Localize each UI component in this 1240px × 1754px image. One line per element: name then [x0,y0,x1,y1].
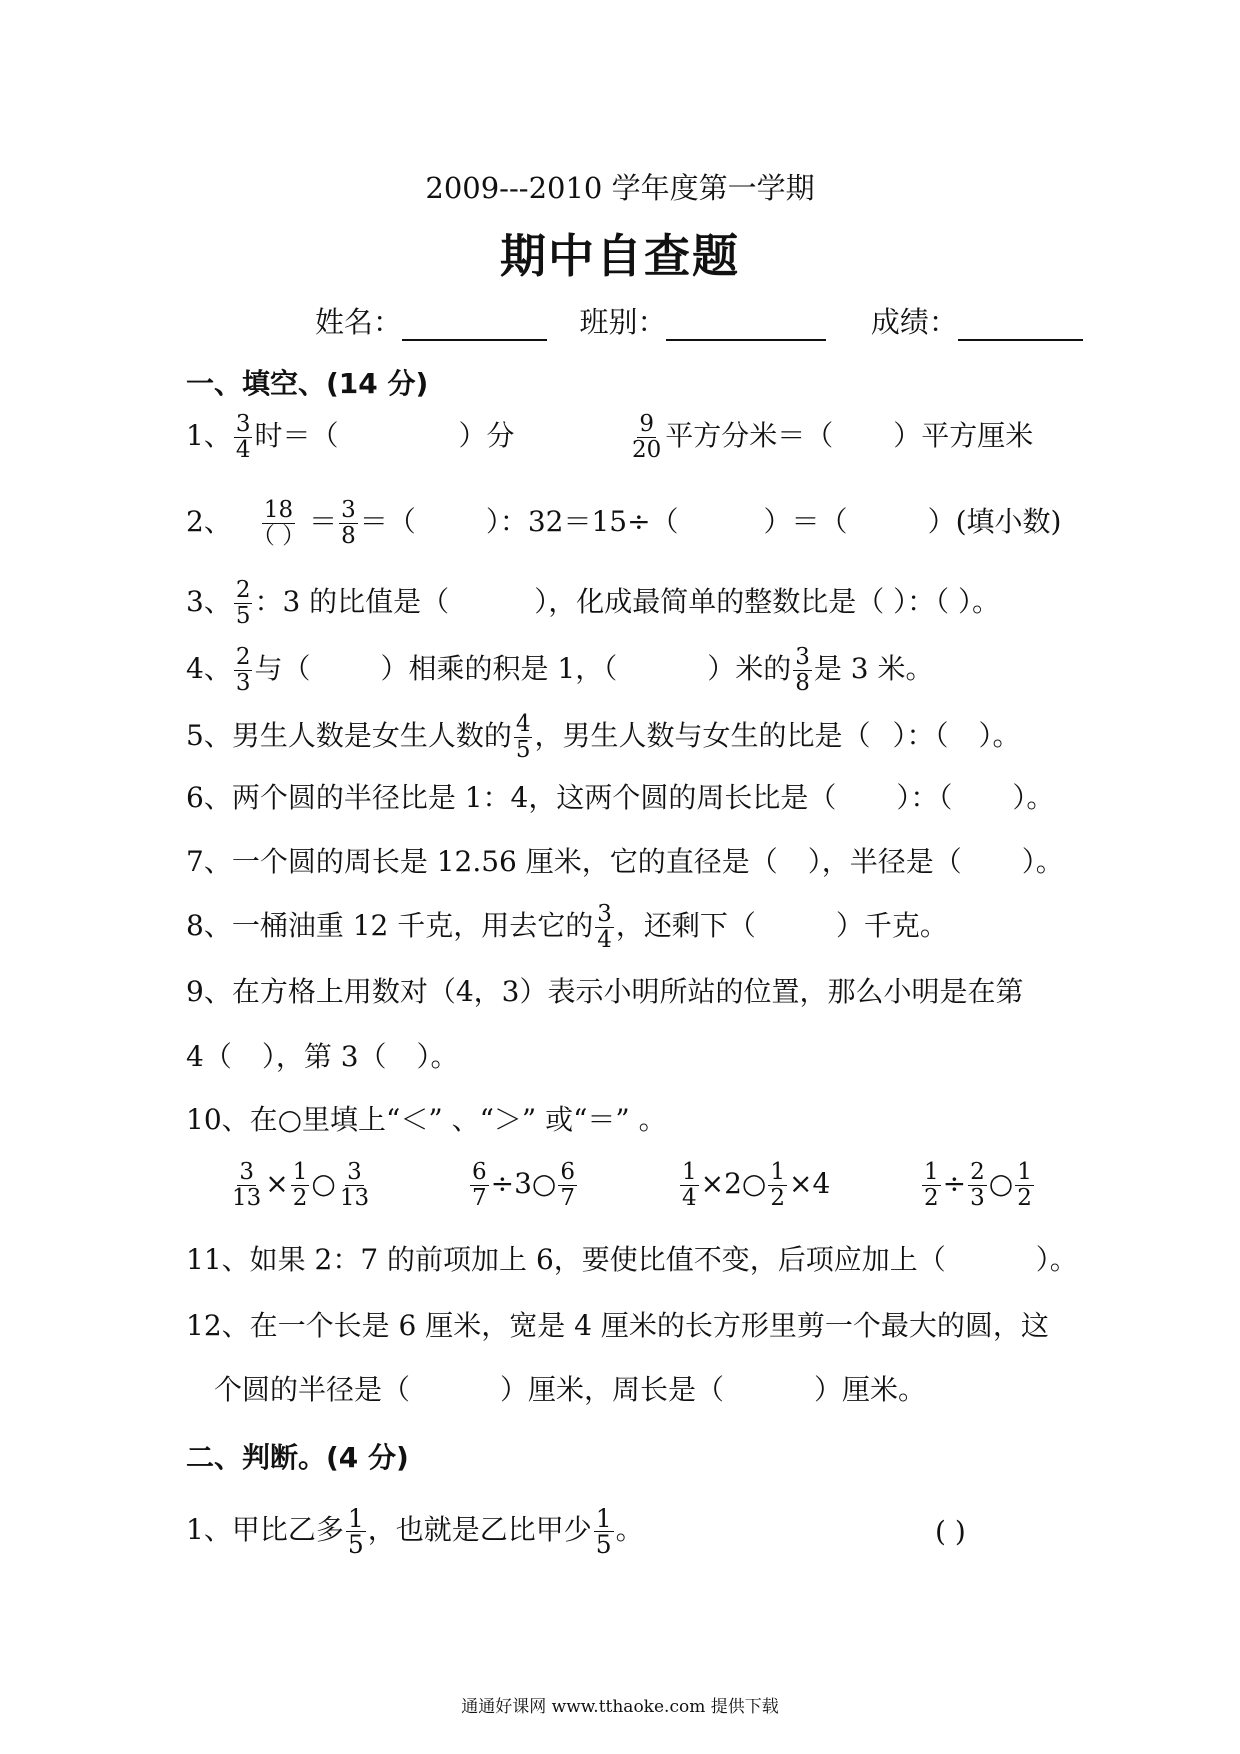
score-label: 成绩： [870,305,958,339]
fraction: $\frac{3}{8}$ [795,644,810,696]
compare-expr-4: $\frac{1}{2}$ ÷ $\frac{2}{3}$ ○ $\frac{1}{2}$ [924,1159,1032,1211]
section2-heading: 二、判断。(4 分) [186,1441,409,1474]
fraction: $\frac{3}{8}$ [341,497,356,549]
fraction: $\frac{1}{5}$ [347,1504,364,1559]
name-label: 姓名： [315,305,403,339]
section1-heading: 一、填空、(14 分) [186,367,429,400]
student-info-row [315,300,1083,341]
question-1-1: 1、 $\frac{3}{4}$ 时＝（ ）分 [186,411,515,463]
question-1-6: 6、两个圆的半径比是 1：4，这两个圆的周长比是（ ）：（ ）。 [186,781,1055,814]
question-1-10: 10、在○里填上“＜” 、“＞” 或“＝” 。 [186,1103,667,1136]
fraction: $\frac{9}{20}$ [632,411,662,463]
term-subtitle: 2009---2010 学年度第一学期 [425,171,815,205]
question-1-5: 5、男生人数是女生人数的 $\frac{4}{5}$ ，男生人数与女生的比是（ ）：（ ）。 [186,711,1021,763]
question-1-2: 2、 $\frac{18}{( )}$ ＝ $\frac{3}{8}$ ＝（ ）：32＝15÷（ ）＝（ ）(填小数) [186,497,1062,549]
compare-expr-3: $\frac{1}{4}$ ×2○ $\frac{1}{2}$ ×4 [682,1159,831,1211]
class-blank[interactable] [666,309,826,341]
footer-source: 通通好课网 www.tthaoke.com 提供下载 [461,1697,779,1717]
question-2-1: 1、甲比乙多 $\frac{1}{5}$ ，也就是乙比甲少 $\frac{1}{5}$ 。 [186,1504,644,1559]
fraction: $\frac{4}{5}$ [515,711,531,763]
judgement-answer-blank[interactable]: ( ) [935,1515,966,1548]
compare-expr-1: $\frac{3}{13}$ × $\frac{1}{2}$ ○ $\frac{3}{13}$ [232,1159,370,1211]
question-1-3: 3、 $\frac{2}{5}$ ：3 的比值是（ ），化成最简单的整数比是（ ）：（ ）。 [186,577,1000,629]
fraction: $\frac{3}{4}$ [597,901,612,953]
fraction: $\frac{1}{5}$ [595,1504,612,1559]
question-1-4: 4、 $\frac{2}{3}$ 与（ ）相乘的积是 1，（ ）米的 $\frac{3}{8}$ 是 3 米。 [186,644,934,696]
fraction: $\frac{2}{5}$ [235,577,251,629]
compare-circle[interactable]: ○ [988,1167,1014,1200]
name-blank[interactable] [402,309,547,341]
score-blank[interactable] [958,309,1083,341]
compare-expr-2: $\frac{6}{7}$ ÷3○ $\frac{6}{7}$ [472,1159,575,1211]
compare-circle[interactable]: ○ [311,1167,336,1200]
question-1-9-line2: 4（ ），第 3（ ）。 [186,1040,459,1073]
class-label: 班别： [579,305,667,339]
fraction: $\frac{3}{4}$ [235,411,251,463]
question-1-1b: $\frac{9}{20}$ 平方分米＝（ ）平方厘米 [632,411,1034,463]
page-title: 期中自查题 [500,229,740,283]
question-1-8: 8、一桶油重 12 千克，用去它的 $\frac{3}{4}$ ，还剩下（ ）千克。 [186,901,948,953]
question-1-12-line2: 个圆的半径是（ ）厘米，周长是（ ）厘米。 [214,1373,927,1406]
question-1-9: 9、在方格上用数对（4，3）表示小明所站的位置，那么小明是在第 [186,975,1024,1008]
fraction: $\frac{18}{( )}$ [251,497,306,549]
question-1-12: 12、在一个长是 6 厘米，宽是 4 厘米的长方形里剪一个最大的圆，这 [186,1309,1049,1342]
fraction: $\frac{2}{3}$ [235,644,251,696]
question-1-11: 11、如果 2：7 的前项加上 6，要使比值不变，后项应加上（ ）。 [186,1243,1078,1276]
question-1-7: 7、一个圆的周长是 12.56 厘米，它的直径是（ ），半径是（ ）。 [186,845,1064,878]
